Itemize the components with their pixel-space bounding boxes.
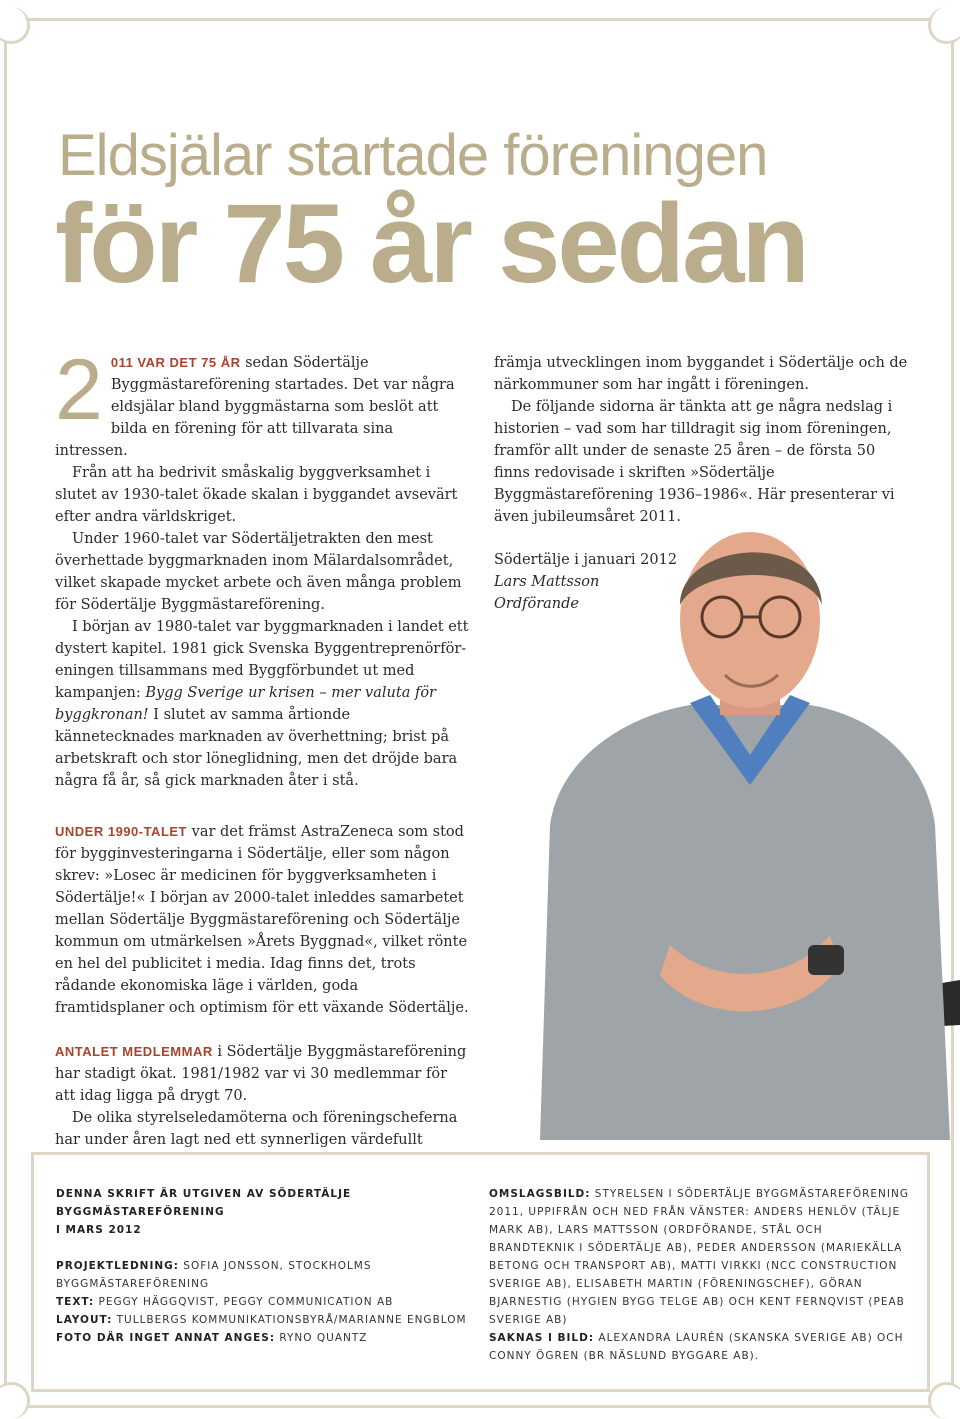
credit-label: TEXT: [56, 1296, 95, 1308]
signature-place: Södertälje i januari 2012 [494, 552, 678, 568]
colophon-right [489, 1185, 909, 1365]
paragraph: De olika styrelseledamöterna och föreningscheferna har under åren lagt ned ett synnerligen värdefullt [55, 1110, 458, 1148]
paragraph: Från att ha bedrivit småskalig byggverksamhet i slutet av 1930-talet ökade skalan i byggandet avsevärt efter andra världskriget. [55, 465, 458, 525]
colophon-box [31, 1152, 930, 1392]
paragraph-text: sedan Södertälje Byggmästareförening startades. Det var några eldsjälar bland byggmästarna som beslöt att bilda en förening för att tillvarata sina intressen. [55, 355, 455, 459]
frame-corner [928, 7, 960, 44]
cover-caption [489, 1185, 909, 1329]
credit-label: LAYOUT: [56, 1314, 113, 1326]
credit-text [56, 1293, 476, 1311]
frame-corner [0, 7, 30, 44]
credit-label: PROJEKTLEDNING: [56, 1260, 179, 1272]
lead-in: ANTALET MEDLEMMAR [55, 1044, 213, 1059]
drop-cap: 2 [55, 342, 103, 438]
credit-photo [56, 1329, 476, 1347]
paragraph-text: I slutet av samma årtionde kännetecknades marknaden av överhettning; brist på arbetskraft och stor löneglidning, men det dröjde bara några få år, så gick marknaden åter i stå. [55, 707, 458, 789]
credit-label: SAKNAS I BILD: [489, 1332, 595, 1344]
article-left-column [55, 342, 470, 1173]
title-line-2: för 75 år sedan [55, 181, 807, 306]
credit-layout [56, 1311, 476, 1329]
signature-role-text: Ordförande [494, 596, 579, 612]
watch [808, 945, 844, 975]
credit-value: RYNO QUANTZ [275, 1332, 368, 1344]
credit-value: SOFIA JONSSON, STOCKHOLMS BYGGMÄSTAREFÖRENING [56, 1260, 372, 1290]
credit-label: OMSLAGSBILD: [489, 1188, 591, 1200]
credit-value: PEGGY HÄGGQVIST, PEGGY COMMUNICATION AB [94, 1296, 394, 1308]
missing-caption [489, 1329, 909, 1365]
colophon-left [56, 1185, 476, 1347]
frame-corner [0, 1382, 30, 1419]
frame-corner [928, 1382, 960, 1419]
credit-project [56, 1257, 476, 1293]
portrait-photo [540, 525, 960, 1140]
paragraph: Under 1960-talet var Södertäljetrakten den mest överhettade byggmarknaden inom Mälardalsområdet, vilket skapade mycket arbete och även många problem för Södertälje Byggmästareförening. [55, 531, 462, 613]
publish-date: I MARS 2012 [56, 1224, 142, 1236]
credit-value: STYRELSEN I SÖDERTÄLJE BYGGMÄSTAREFÖRENING 2011, UPPIFRÅN OCH NED FRÅN VÄNSTER: ANDERS HENLÖV (TÄLJE MARK AB), LARS MATTSSON (ORDFÖRANDE, STÅL OCH BRANDTEKNIK I SÖDERTÄLJE AB), PEDER ANDERSSON (MARIEKÄLLA BETONG OCH TRANSPORT AB), MATTI VIRKKI (NCC CONSTRUCTION SVERIGE AB), ELISABETH MARTIN (FÖRENINGSCHEF), GÖRAN BJARNESTIG (HYGIEN BYGG TELGE AB) OCH KENT FERNQVIST (PEAB SVERIGE AB) [489, 1188, 909, 1326]
paragraph-intro [55, 342, 470, 462]
paragraph-text: i Södertälje Byggmästareförening har stadigt ökat. 1981/1982 var vi 30 medlemmar för att idag ligga på drygt 70. [55, 1044, 467, 1104]
publisher-line: DENNA SKRIFT ÄR UTGIVEN AV SÖDERTÄLJE BYGGMÄSTAREFÖRENING [56, 1188, 352, 1218]
paragraph-1990s [55, 821, 470, 1019]
credit-label: FOTO DÄR INGET ANNAT ANGES: [56, 1332, 276, 1344]
credit-value: TULLBERGS KOMMUNIKATIONSBYRÅ/MARIANNE ENGBLOM [112, 1314, 467, 1326]
title-line-1: Eldsjälar startade föreningen [58, 123, 768, 188]
paragraph-text: I början av 1980-talet var byggmarknaden i landet ett dystert kapitel. 1981 gick Svenska Byggentreprenörföreningen tillsammans med Byggförbundet ut med kampanjen: [55, 619, 469, 701]
paragraph-members [55, 1041, 470, 1107]
signature-name-text: Lars Mattsson [494, 574, 600, 590]
campaign-slogan: Bygg Sverige ur krisen – mer valuta för byggkronan! [55, 685, 436, 723]
lead-in: UNDER 1990-TALET [55, 824, 188, 839]
paragraph: främja utvecklingen inom byggandet i Södertälje och de närkommuner som har ingått i föreningen. [494, 355, 908, 393]
paragraph: De följande sidorna är tänkta att ge några nedslag i historien – vad som har tilldragit sig inom föreningen, framför allt under de senaste 25 åren – de första 50 finns redovisade i skriften »Södertälje Byggmästareförening 1936–1986«. Här presenterar vi även jubileumsåret 2011. [494, 399, 895, 525]
paragraph-text: var det främst AstraZeneca som stod för bygginvesteringarna i Södertälje, eller som någon skrev: »Losec är medicinen för byggverksamheten i Södertälje!« I början av 2000-talet inleddes samarbetet mellan Södertälje Byggmästareförening och Södertälje kommun om utmärkelsen »Årets Byggnad«, vilket rönte en hel del publicitet i media. Idag finns det, trots rådande ekonomiska läge i världen, goda framtidsplaner och optimism för ett växande Södertälje. [55, 824, 469, 1016]
lead-in: 011 VAR DET 75 ÅR [110, 355, 241, 370]
paragraph [55, 616, 470, 792]
credit-value: ALEXANDRA LAURÉN (SKANSKA SVERIGE AB) OCH CONNY ÖGREN (BR NÄSLUND BYGGARE AB). [489, 1332, 904, 1362]
